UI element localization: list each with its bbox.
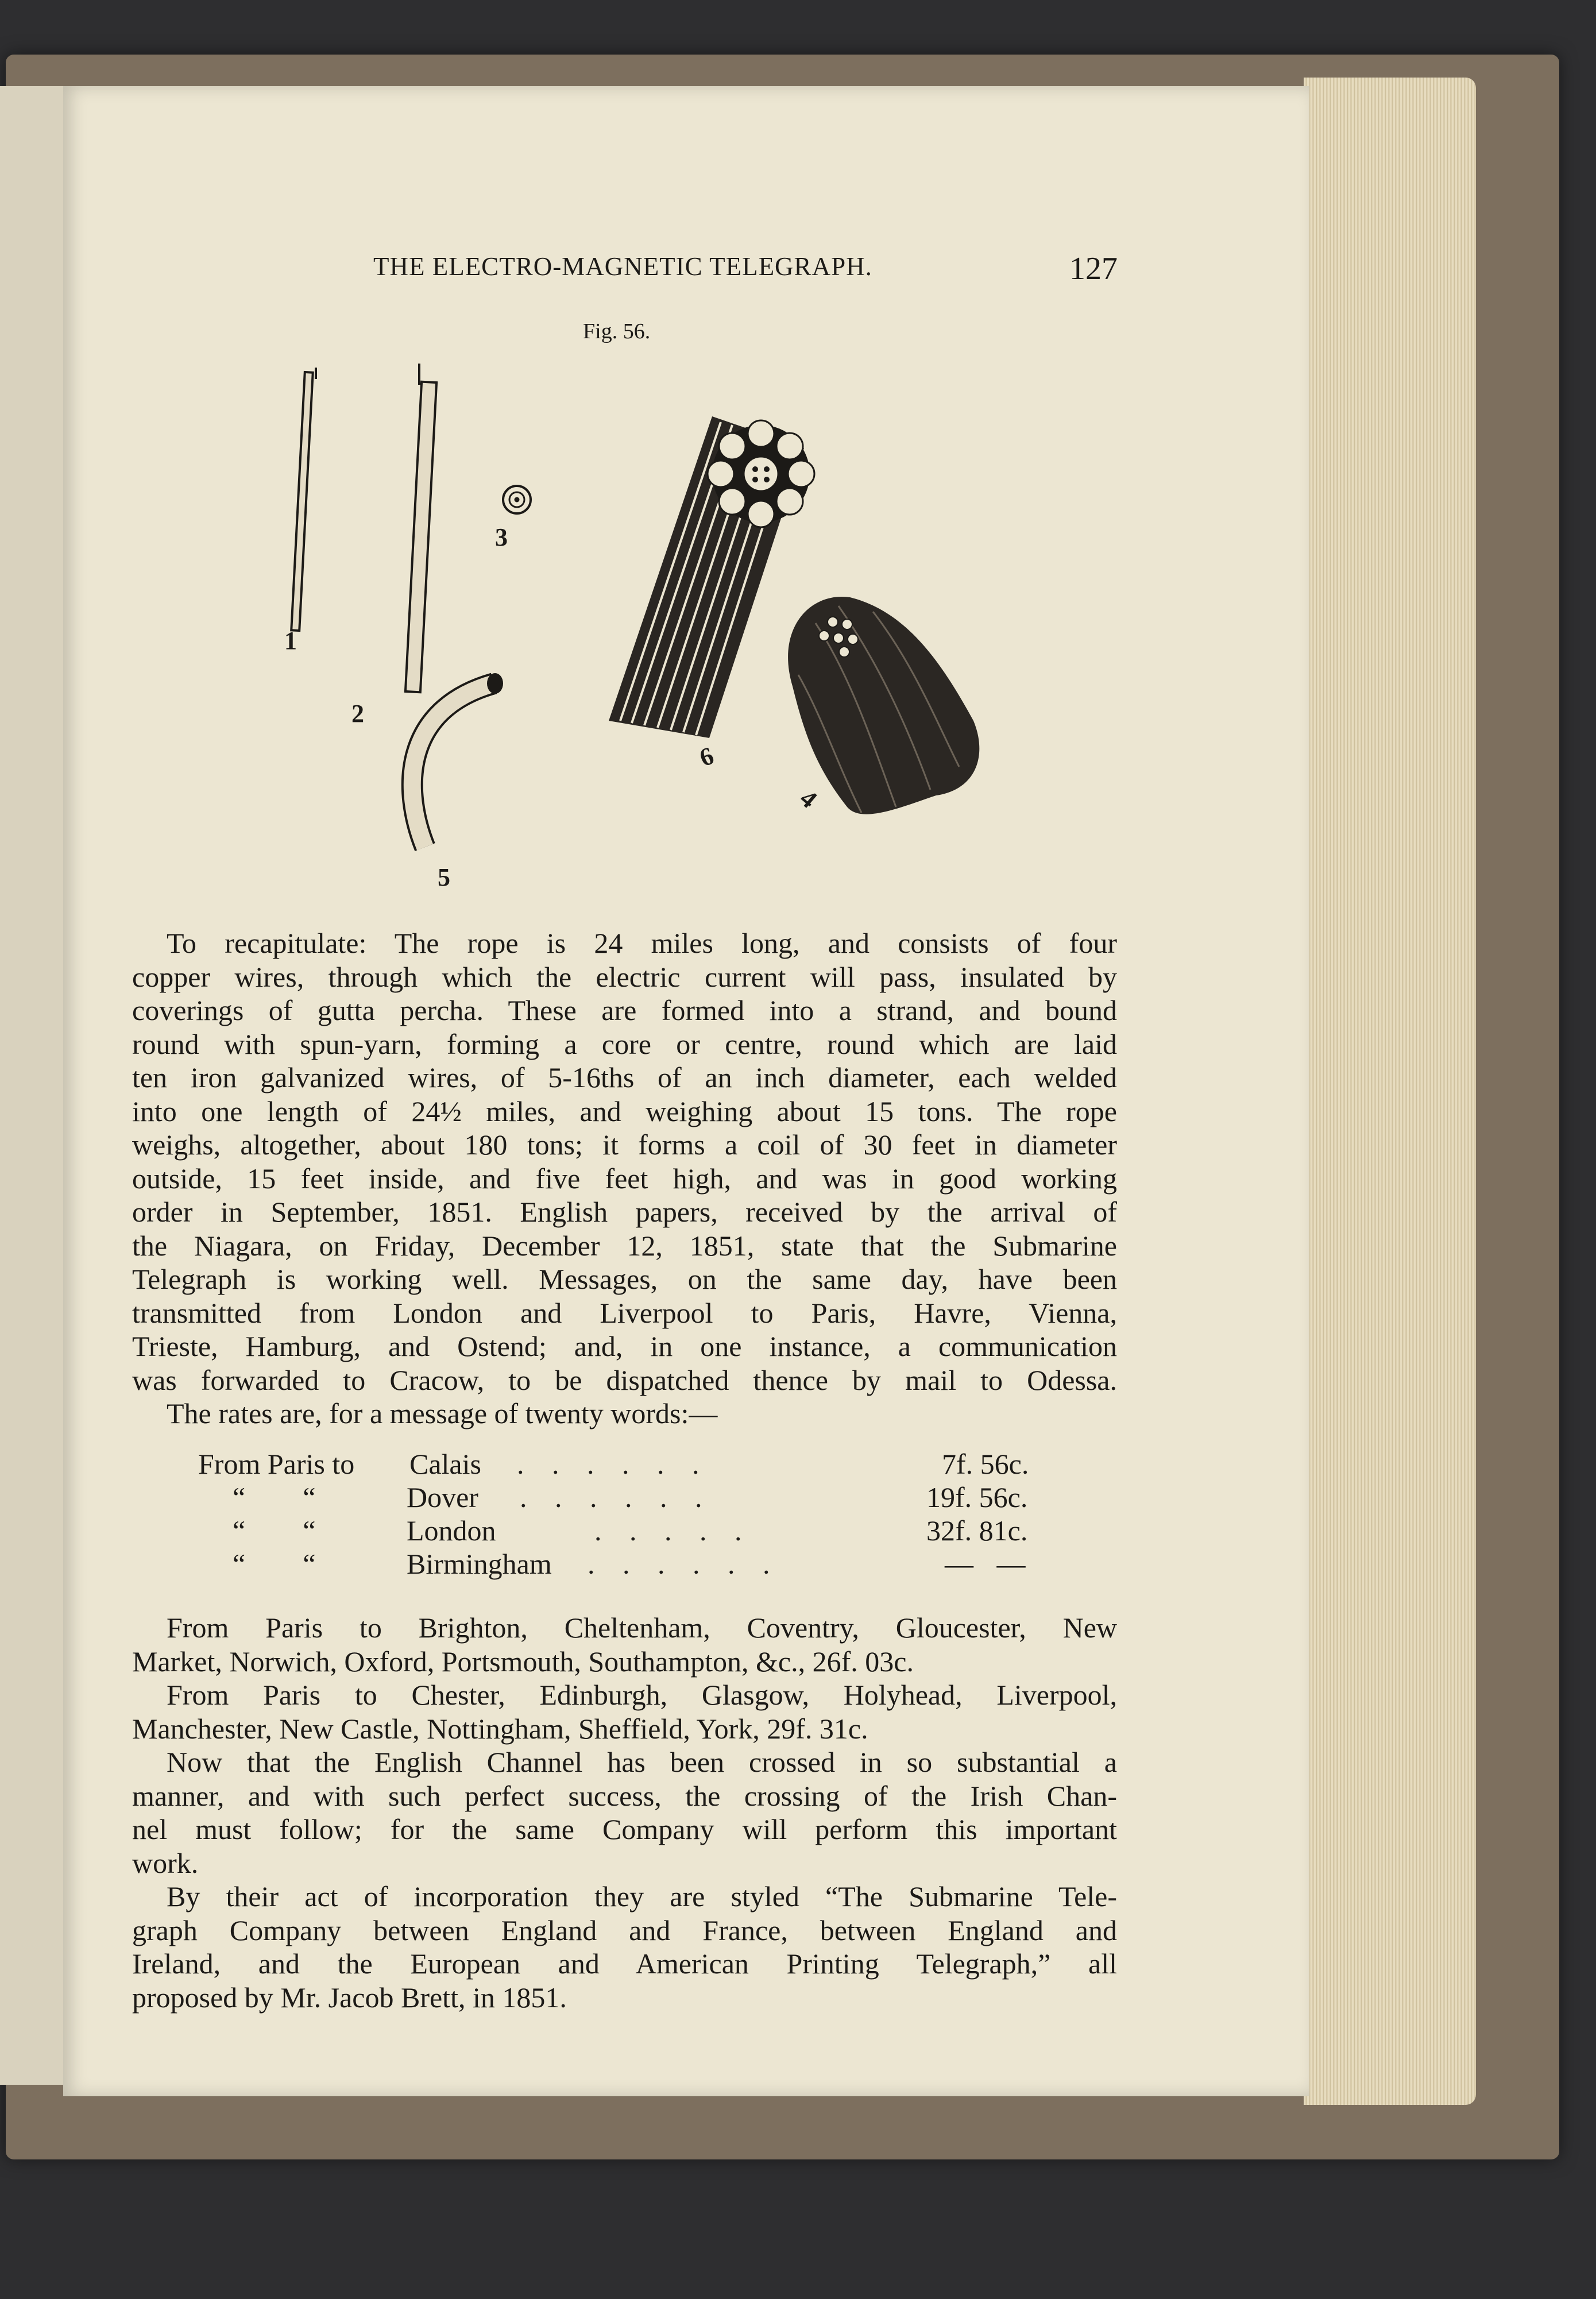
figure-label-1: 1 [284,627,297,655]
figure-label-3: 3 [495,523,508,551]
page-number: 127 [1069,251,1118,287]
paragraph-brighton [132,1611,1117,1678]
text-line: graph Company between England and France, between England and [132,1914,1117,1946]
wire-1 [291,368,316,631]
text-line: From Paris to Brighton, Cheltenham, Coventry, Gloucester, New [167,1612,1117,1644]
cross-section-3 [503,486,531,513]
facing-page-edge [0,86,67,2085]
covered-core-4 [788,597,979,814]
rates-table [198,1447,1060,1581]
rate-price: 19f. 56c. [926,1481,1028,1513]
text-line: was forwarded to Cracow, to be dispatched thence by mail to Odessa. [132,1363,1117,1396]
text-line: proposed by Mr. Jacob Brett, in 1851. [132,1981,567,2014]
figure-label-5: 5 [438,863,450,891]
rates-intro: The rates are, for a message of twenty words:— [167,1397,718,1429]
text-line: work. [132,1846,199,1879]
figure-label-2: 2 [351,700,364,728]
text-line: Trieste, Hamburg, and Ostend; and, in one instance, a communication [132,1330,1117,1362]
cable-illustration [172,353,1149,928]
rate-row [198,1514,1060,1547]
text-line: Market, Norwich, Oxford, Portsmouth, Southampton, &c., 26f. 03c. [132,1645,914,1678]
rate-destination: Birmingham [407,1548,552,1580]
paragraph-irish-channel [132,1745,1117,1880]
rate-leaders: . . . . . . [588,1548,780,1580]
text-line: nel must follow; for the same Company will perform this important [132,1813,1117,1845]
rate-ditto: “ “ [233,1548,316,1580]
text-line: order in September, 1851. English papers, received by the arrival of [132,1196,1117,1228]
page-edges [1304,78,1476,2105]
text-line: Now that the English Channel has been crossed in so substantial a [167,1746,1117,1778]
text-line: transmitted from London and Liverpool to Paris, Havre, Vienna, [132,1296,1117,1329]
rate-price: — — [945,1548,1034,1580]
rate-destination: Dover [407,1481,478,1513]
rate-destination: Calais [409,1448,481,1480]
text-line: Ireland, and the European and American Printing Telegraph,” all [132,1948,1117,1980]
text-line: ten iron galvanized wires, of 5-16ths of an inch diameter, each welded [132,1061,1117,1094]
rate-leaders: . . . . . [594,1514,752,1547]
cable-rope-6 [609,416,814,738]
rate-row [198,1547,1060,1581]
rate-leaders: . . . . . . [517,1448,710,1480]
text-line: outside, 15 feet inside, and five feet high, and was in good working [132,1162,1117,1195]
rate-price: 7f. 56c. [942,1448,1029,1480]
text-line: into one length of 24½ miles, and weighing about 15 tons. The rope [132,1095,1117,1127]
text-line: To recapitulate: The rope is 24 miles long, and consists of four [167,927,1117,959]
text-line: manner, and with such perfect success, the crossing of the Irish Chan- [132,1779,1117,1812]
paragraph-chester [132,1678,1117,1745]
figure-label-4: 4 [794,784,822,814]
rate-row [198,1447,1060,1481]
bent-wire-5 [412,673,503,847]
text-line: Telegraph is working well. Messages, on the same day, have been [132,1263,1117,1295]
text-line: weighs, altogether, about 180 tons; it forms a coil of 30 feet in diameter [132,1129,1117,1161]
paragraph-recapitulation [132,926,1117,1431]
rate-ditto: “ “ [233,1514,316,1547]
running-head: THE ELECTRO-MAGNETIC TELEGRAPH. [373,252,872,281]
wire-2 [405,364,436,692]
rate-destination: London [407,1514,496,1547]
text-line: coverings of gutta percha. These are formed into a strand, and bound [132,994,1117,1026]
figure-caption: Fig. 56. [583,319,651,343]
text-line: Manchester, New Castle, Nottingham, Sheffield, York, 29f. 31c. [132,1712,868,1745]
rate-leaders: . . . . . . [520,1481,713,1513]
paragraph-incorporation [132,1880,1117,2014]
text-line: round with spun-yarn, forming a core or centre, round which are laid [132,1027,1117,1060]
text-line: From Paris to Chester, Edinburgh, Glasgow, Holyhead, Liverpool, [167,1679,1117,1711]
rate-row [198,1481,1060,1514]
rate-price: 32f. 81c. [926,1514,1028,1547]
text-line: By their act of incorporation they are styled “The Submarine Tele- [167,1880,1117,1912]
text-line: the Niagara, on Friday, December 12, 1851, state that the Submarine [132,1229,1117,1262]
rate-from: From Paris to [198,1448,355,1480]
figure-label-6: 6 [695,741,718,772]
text-line: copper wires, through which the electric current will pass, insulated by [132,960,1117,993]
rate-ditto: “ “ [233,1481,316,1513]
